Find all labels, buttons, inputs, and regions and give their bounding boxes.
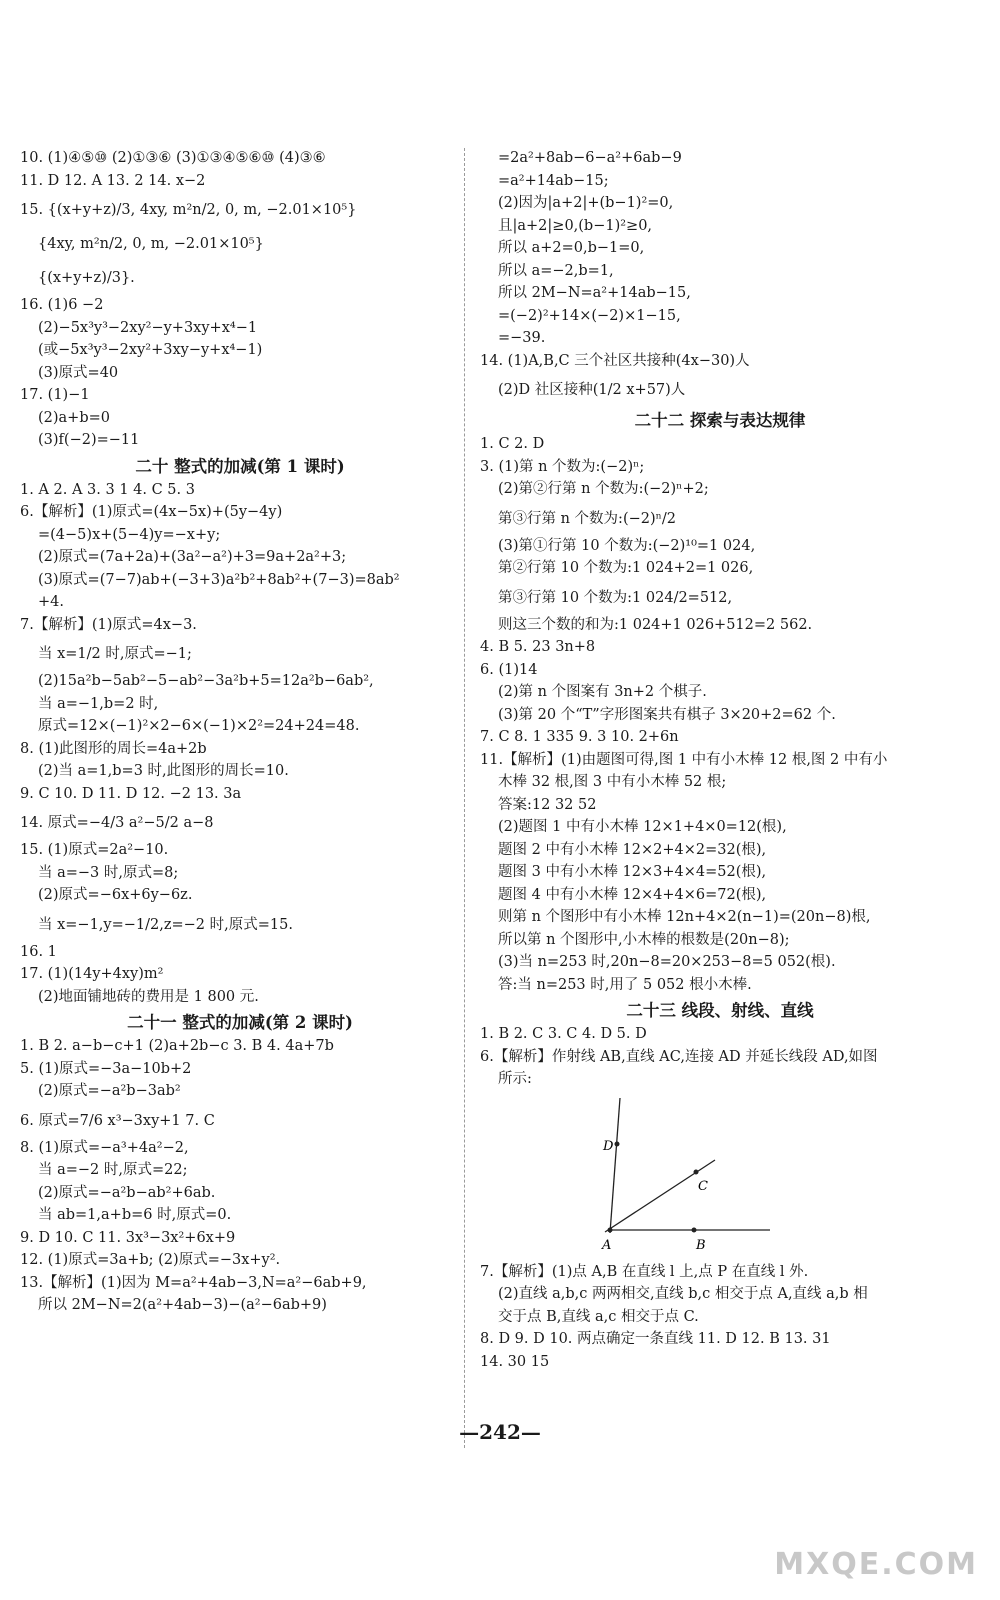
answer-line: 17. (1)−1 (20, 387, 90, 403)
answer-line: 题图 2 中有小木棒 12×2+4×2=32(根), (498, 841, 767, 858)
answer-line: (3)第①行第 10 个数为:(−2)¹⁰=1 024, (498, 537, 756, 554)
answer-line: 13.【解析】(1)因为 M=a²+4ab−3,N=a²−6ab+9, (20, 1274, 367, 1291)
answer-line: 3. (1)第 n 个数为:(−2)ⁿ; (480, 458, 645, 475)
answer-line: 则第 n 个图形中有小木棒 12n+4×2(n−1)=(20n−8)根, (498, 909, 871, 925)
label-c: C (698, 1178, 708, 1194)
geometry-figure (480, 1092, 960, 1262)
answer-line: 当 x=1/2 时,原式=−1; (38, 646, 192, 662)
answer-line: (2)第②行第 n 个数为:(−2)ⁿ+2; (498, 481, 709, 497)
answer-line: (2)−5x³y³−2xy²−y+3xy+x⁴−1 (38, 319, 258, 336)
answer-line: 原式=12×(−1)²×2−6×(−1)×2²=24+24=48. (38, 718, 360, 734)
label-a: A (602, 1237, 612, 1253)
answer-line: 1. B 2. C 3. C 4. D 5. D (480, 1026, 647, 1042)
line-ad (610, 1098, 620, 1233)
answer-line: +4. (38, 594, 64, 610)
answer-line: =−39. (498, 330, 546, 346)
answer-line: 6. (1)14 (480, 661, 538, 678)
answer-line: (2)因为|a+2|+(b−1)²=0, (498, 195, 674, 211)
answer-line: 第③行第 10 个数为:1 024/2=512, (498, 589, 733, 606)
answer-line: 8. D 9. D 10. 两点确定一条直线 11. D 12. B 13. 31 (480, 1331, 831, 1347)
answer-line: 答:当 n=253 时,用了 5 052 根小木棒. (498, 976, 752, 993)
answer-line: (2)D 社区接种(1/2 x+57)人 (498, 382, 686, 398)
answer-line: 10. (1)④⑤⑩ (2)①③⑥ (3)①③④⑤⑥⑩ (4)③⑥ (20, 150, 326, 166)
answer-line: 且|a+2|≥0,(b−1)²≥0, (498, 217, 653, 234)
answer-line: 1. A 2. A 3. 3 1 4. C 5. 3 (20, 481, 195, 498)
answer-line: (2)地面铺地砖的费用是 1 800 元. (38, 988, 259, 1005)
answer-line: (3)原式=(7−7)ab+(−3+3)a²b²+8ab²+(7−3)=8ab² (38, 571, 400, 588)
point-c (694, 1169, 699, 1174)
answer-line: (2)直线 a,b,c 两两相交,直线 b,c 相交于点 A,直线 a,b 相 (498, 1286, 868, 1302)
page-number: —242— (459, 1420, 541, 1444)
column-divider (464, 148, 465, 1448)
answer-line: 当 x=−1,y=−1/2,z=−2 时,原式=15. (38, 916, 293, 933)
answer-line: 11.【解析】(1)由题图可得,图 1 中有小木棒 12 根,图 2 中有小 (480, 751, 888, 768)
answer-line: 14. 原式=−4/3 a²−5/2 a−8 (20, 815, 214, 831)
section-heading: 二十三 线段、射线、直线 (626, 1001, 814, 1020)
answer-line: 14. 30 15 (480, 1353, 550, 1370)
answer-line: 当 a=−1,b=2 时, (38, 695, 159, 712)
answer-line: 7.【解析】(1)点 A,B 在直线 l 上,点 P 在直线 l 外. (480, 1263, 809, 1280)
answer-line: =(−2)²+14×(−2)×1−15, (498, 307, 681, 324)
answer-line: 所以 2M−N=2(a²+4ab−3)−(a²−6ab+9) (38, 1297, 327, 1313)
answer-line: 4. B 5. 23 3n+8 (480, 639, 596, 655)
answer-line: 6. 原式=7/6 x³−3xy+1 7. C (20, 1112, 215, 1129)
watermark-logo: MXQE.COM (774, 1547, 978, 1582)
answer-line: 15. (1)原式=2a²−10. (20, 842, 169, 858)
answer-line: {4xy, m²n/2, 0, m, −2.01×10⁵} (38, 236, 264, 252)
answer-line: 所以 2M−N=a²+14ab−15, (498, 285, 691, 301)
answer-line: 8. (1)原式=−a³+4a²−2, (20, 1139, 189, 1156)
answer-line: (2)原式=(7a+2a)+(3a²−a²)+3=9a+2a²+3; (38, 549, 347, 565)
answer-line: 当 a=−2 时,原式=22; (38, 1162, 188, 1178)
label-b: B (696, 1237, 706, 1253)
answer-line: 则这三个数的和为:1 024+1 026+512=2 562. (498, 616, 813, 633)
answer-line: (3)f(−2)=−11 (38, 432, 140, 448)
answer-line: 12. (1)原式=3a+b; (2)原式=−3x+y². (20, 1252, 281, 1268)
right-column (480, 148, 960, 1374)
answer-line: 6.【解析】作射线 AB,直线 AC,连接 AD 并延长线段 AD,如图 (480, 1048, 878, 1065)
answer-line: =a²+14ab−15; (498, 172, 609, 189)
answer-line: 5. (1)原式=−3a−10b+2 (20, 1060, 192, 1077)
point-a (608, 1227, 613, 1232)
section-heading: 二十一 整式的加减(第 2 课时) (127, 1013, 353, 1032)
answer-line: 所示: (498, 1071, 532, 1087)
answer-line: 7. C 8. 1 335 9. 3 10. 2+6n (480, 729, 679, 745)
answer-line: (3)原式=40 (38, 364, 119, 381)
answer-line: (2)当 a=1,b=3 时,此图形的周长=10. (38, 763, 289, 779)
answer-line: 17. (1)(14y+4xy)m² (20, 966, 164, 982)
answer-line: (或−5x³y³−2xy²+3xy−y+x⁴−1) (38, 342, 263, 358)
answer-line: 7.【解析】(1)原式=4x−3. (20, 616, 197, 633)
answer-line: 14. (1)A,B,C 三个社区共接种(4x−30)人 (480, 352, 750, 369)
answer-line: 交于点 B,直线 a,c 相交于点 C. (498, 1308, 699, 1325)
answer-line: 木棒 32 根,图 3 中有小木棒 52 根; (498, 774, 727, 790)
label-d: D (603, 1138, 614, 1154)
section-heading: 二十二 探索与表达规律 (634, 411, 806, 430)
answer-line: 当 ab=1,a+b=6 时,原式=0. (38, 1207, 232, 1223)
answer-line: (3)第 20 个“T”字形图案共有棋子 3×20+2=62 个. (498, 706, 836, 723)
rays-lines-diagram (570, 1098, 770, 1258)
answer-line: 题图 4 中有小木棒 12×4+4×6=72(根), (498, 886, 767, 903)
answer-line: 8. (1)此图形的周长=4a+2b (20, 740, 207, 757)
left-column (20, 148, 460, 1318)
answer-line: 6.【解析】(1)原式=(4x−5x)+(5y−4y) (20, 504, 283, 520)
answer-line: 9. C 10. D 11. D 12. −2 13. 3a (20, 785, 242, 802)
answer-line: 所以 a=−2,b=1, (498, 262, 614, 279)
answer-line: 16. 1 (20, 943, 57, 960)
answer-line: (3)当 n=253 时,20n−8=20×253−8=5 052(根). (498, 954, 836, 970)
section-heading: 二十 整式的加减(第 1 课时) (135, 456, 345, 476)
answer-line: (2)原式=−a²b−3ab² (38, 1083, 181, 1099)
answer-line: 11. D 12. A 13. 2 14. x−2 (20, 172, 206, 189)
answer-line: 所以第 n 个图形中,小木棒的根数是(20n−8); (498, 931, 790, 948)
answer-line: 答案:12 32 52 (498, 796, 597, 813)
answer-line: 题图 3 中有小木棒 12×3+4×4=52(根), (498, 864, 767, 880)
answer-line: 所以 a+2=0,b−1=0, (498, 240, 645, 256)
answer-line: (2)原式=−a²b−ab²+6ab. (38, 1184, 216, 1201)
answer-line: 第③行第 n 个数为:(−2)ⁿ/2 (498, 510, 677, 527)
answer-line: 当 a=−3 时,原式=8; (38, 864, 179, 881)
answer-line: =(4−5)x+(5−4)y=−x+y; (38, 526, 221, 543)
answer-line: 15. {(x+y+z)/3, 4xy, m²n/2, 0, m, −2.01×10⁵} (20, 202, 357, 218)
point-b (692, 1227, 697, 1232)
answer-line: {(x+y+z)/3}. (38, 270, 135, 286)
answer-line: (2)a+b=0 (38, 409, 110, 426)
answer-line: (2)第 n 个图案有 3n+2 个棋子. (498, 684, 707, 700)
answer-line: 16. (1)6 −2 (20, 297, 104, 313)
answer-line: =2a²+8ab−6−a²+6ab−9 (498, 150, 682, 166)
answer-line: (2)原式=−6x+6y−6z. (38, 887, 193, 903)
answer-line: 1. C 2. D (480, 436, 545, 452)
answer-line: (2)题图 1 中有小木棒 12×1+4×0=12(根), (498, 819, 787, 835)
point-d (615, 1141, 620, 1146)
answer-line: 1. B 2. a−b−c+1 (2)a+2b−c 3. B 4. 4a+7b (20, 1038, 334, 1054)
line-ac (605, 1160, 715, 1232)
answer-line: 9. D 10. C 11. 3x³−3x²+6x+9 (20, 1229, 236, 1246)
answer-line: (2)15a²b−5ab²−5−ab²−3a²b+5=12a²b−6ab², (38, 673, 374, 689)
answer-line: 第②行第 10 个数为:1 024+2=1 026, (498, 560, 754, 576)
